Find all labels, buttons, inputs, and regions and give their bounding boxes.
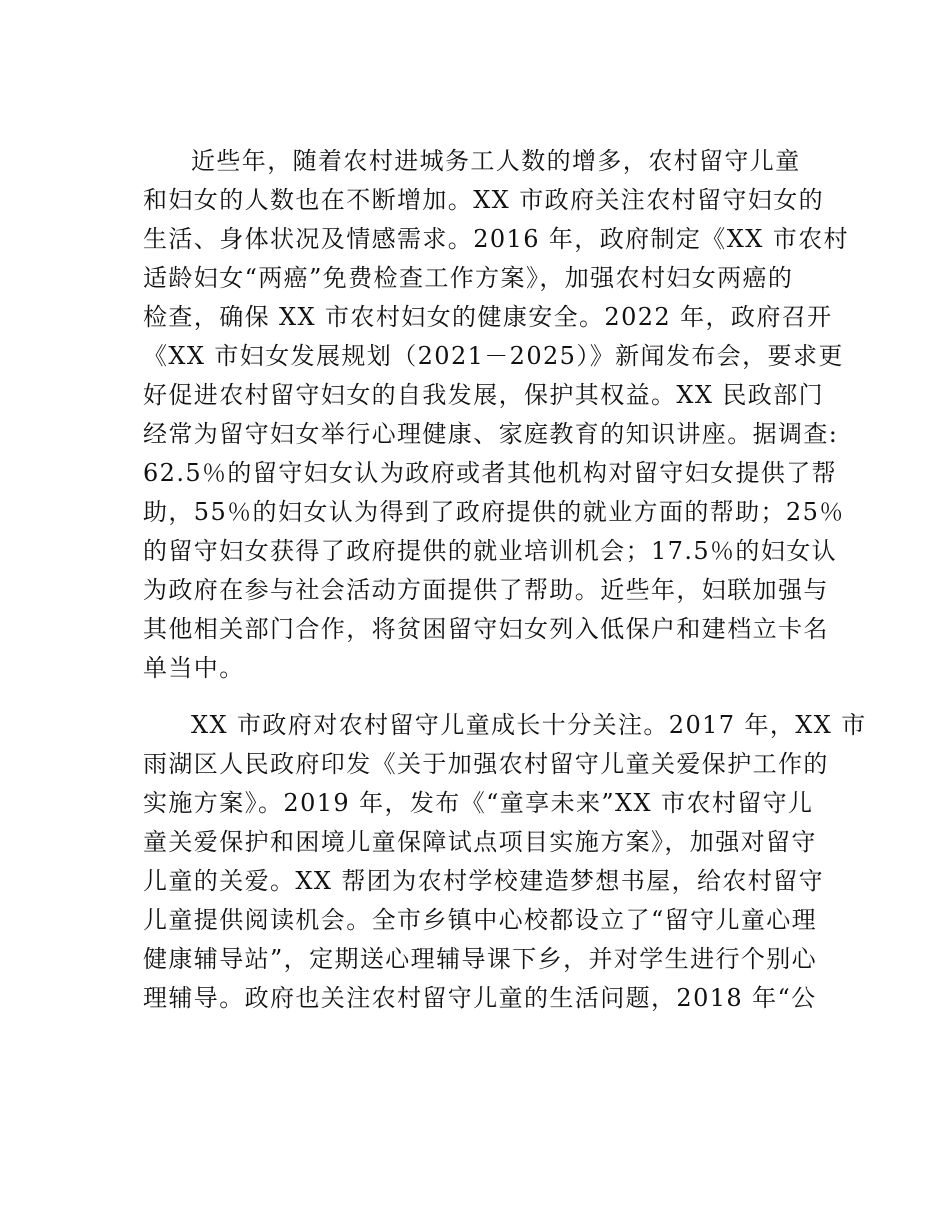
text-line: 健康辅导站”，定期送心理辅导课下乡，并对学生进行个别心 (143, 945, 818, 973)
text-line: 童关爱保护和困境儿童保障试点项目实施方案》，加强对留守 (143, 828, 817, 856)
text-line: 好促进农村留守妇女的自我发展，保护其权益。XX 民政部门 (143, 381, 824, 409)
text-line: 适龄妇女“两癌”免费检查工作方案》，加强农村妇女两癌的 (143, 264, 794, 292)
text-line: 其他相关部门合作，将贫困留守妇女列入低保户和建档立卡名 (143, 615, 829, 643)
text-line: 儿童的关爱。XX 帮团为农村学校建造梦想书屋，给农村留守 (143, 867, 824, 895)
text-line: 检查，确保 XX 市农村妇女的健康安全。2022 年，政府召开 (143, 303, 833, 331)
text-line: 《XX 市妇女发展规划（2021－2025）》新闻发布会，要求更 (143, 342, 844, 370)
text-line: 理辅导。政府也关注农村留守儿童的生活问题，2018 年“公 (143, 984, 817, 1012)
text-line: 雨湖区人民政府印发《关于加强农村留守儿童关爱保护工作的 (143, 750, 829, 778)
text-line: 生活、身体状况及情感需求。2016 年，政府制定《XX 市农村 (143, 225, 849, 253)
text-line: 经常为留守妇女举行心理健康、家庭教育的知识讲座。据调查: (143, 420, 839, 448)
text-line: 近些年，随着农村进城务工人数的增多，农村留守儿童 (191, 147, 801, 175)
text-line: XX 市政府对农村留守儿童成长十分关注。2017 年，XX 市 (191, 711, 867, 739)
text-line: 实施方案》。2019 年，发布《“童享未来”XX 市农村留守儿 (143, 789, 814, 817)
text-line: 儿童提供阅读机会。全市乡镇中心校都设立了“留守儿童心理 (143, 906, 818, 934)
text-line: 为政府在参与社会活动方面提供了帮助。近些年，妇联加强与 (143, 576, 829, 604)
paragraph-children (143, 706, 867, 1018)
text-line: 62.5％的留守妇女认为政府或者其他机构对留守妇女提供了帮 (143, 459, 838, 487)
document-body (143, 142, 867, 1018)
text-line: 的留守妇女获得了政府提供的就业培训机会；17.5％的妇女认 (143, 537, 838, 565)
paragraph-women (143, 142, 849, 688)
text-line: 单当中。 (143, 654, 245, 682)
text-line: 助，55％的妇女认为得到了政府提供的就业方面的帮助；25％ (143, 498, 845, 526)
text-line: 和妇女的人数也在不断增加。XX 市政府关注农村留守妇女的 (143, 186, 824, 214)
